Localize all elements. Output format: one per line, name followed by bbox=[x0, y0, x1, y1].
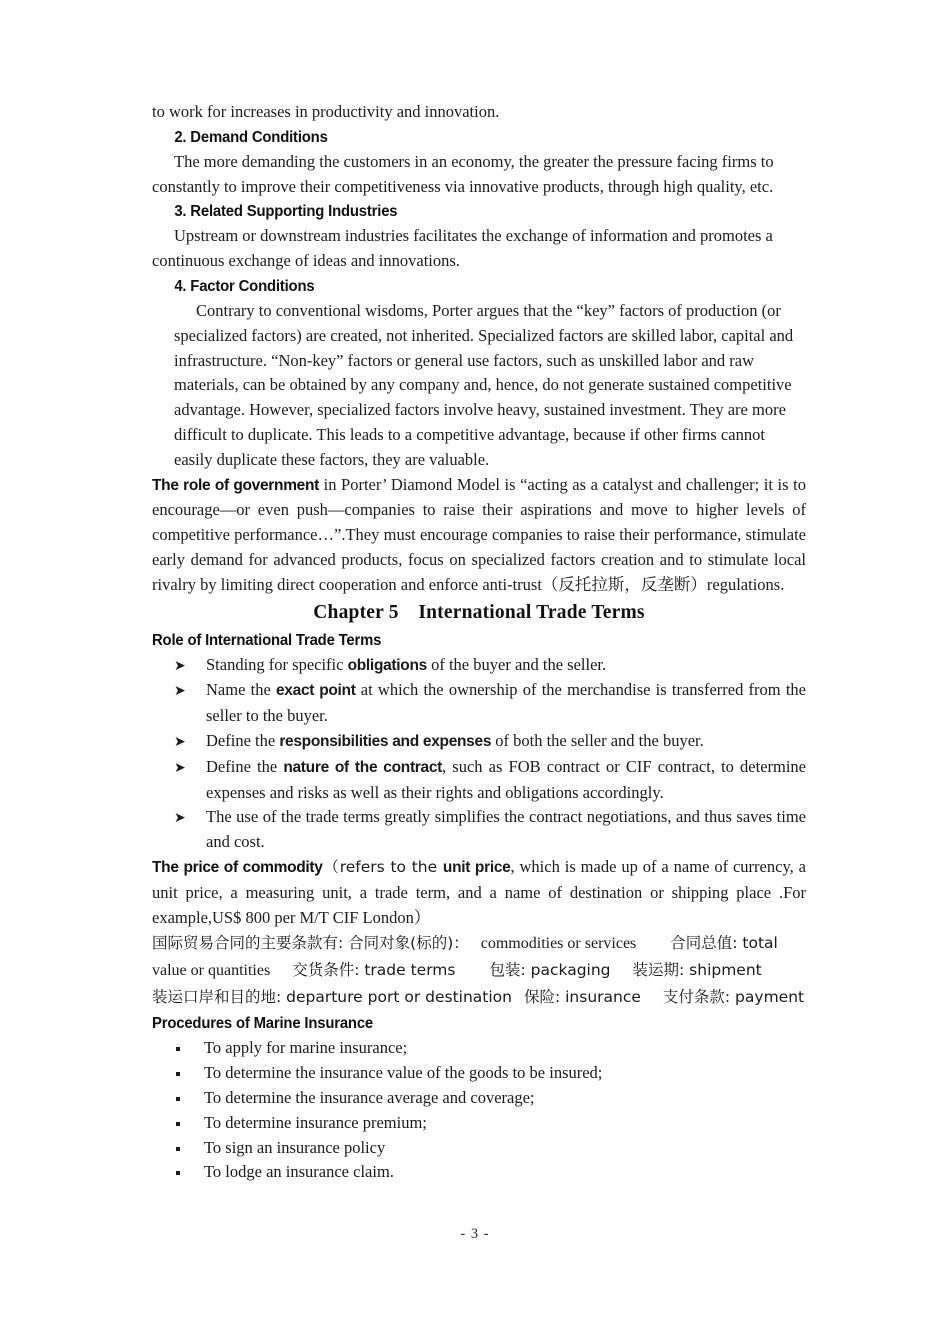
list-item-text-emphasis: responsibilities and expenses bbox=[279, 732, 492, 750]
list-item-text-post: , such as FOB contract or CIF contract, to determine expenses and risks as well as their rights and obligations accordingly. bbox=[206, 756, 806, 802]
list-item bbox=[152, 805, 806, 855]
arrowhead-bullet-icon: ➤ bbox=[174, 683, 186, 700]
chinese-terms-insurance: 保险: insurance bbox=[523, 988, 641, 1007]
list-item-text-emphasis: exact point bbox=[275, 682, 356, 700]
heading-role-of-international-trade-terms: Role of International Trade Terms bbox=[152, 631, 382, 649]
chinese-terms-departure-port: 装运口岸和目的地: departure port or destination bbox=[152, 988, 512, 1007]
page-title-chapter-5: Chapter 5 International Trade Terms bbox=[313, 601, 645, 623]
lead-in-role-of-government: The role of government bbox=[152, 476, 320, 494]
list-item-text-emphasis: nature of the contract bbox=[283, 758, 443, 776]
chinese-terms-line-1 bbox=[152, 930, 806, 957]
page-content bbox=[152, 100, 806, 1185]
chinese-terms-intro: 国际贸易合同的主要条款有: 合同对象(标的)： bbox=[152, 934, 469, 953]
list-item-label: To lodge an insurance claim. bbox=[204, 1162, 394, 1182]
square-bullet-icon bbox=[176, 1171, 180, 1175]
list-item-text-pre: Name the bbox=[206, 680, 276, 700]
list-item-text-post: of the buyer and the seller. bbox=[426, 654, 607, 674]
paragraph-demand-conditions: The more demanding the customers in an economy, the greater the pressure facing firms to constantly to improve their competitiveness via innovative products, through high quality, etc. bbox=[152, 151, 774, 196]
square-bullet-icon bbox=[176, 1122, 180, 1126]
paragraph-factor-conditions: Contrary to conventional wisdoms, Porter argues that the “key” factors of production (or specialized factors) are created, not inherited. Specialized factors are skilled labor, capital and infrastructure. “Non-key” factors or general use factors, such as unskilled labor and raw materials, can be obtained by any company and, hence, do not generate sustained competitive advantage. However, specialized factors involve heavy, sustained investment. They are more difficult to duplicate. This leads to a competitive advantage, because if other firms cannot easily duplicate these factors, they are valuable. bbox=[174, 300, 794, 469]
heading-demand-conditions: 2. Demand Conditions bbox=[174, 128, 328, 146]
list-item-text-pre: The use of the trade terms greatly simplifies the contract negotiations, and thus saves time and cost. bbox=[206, 807, 806, 852]
paragraph-related-supporting-industries: Upstream or downstream industries facilitates the exchange of information and promotes a continuous exchange of ideas and innovations. bbox=[152, 226, 773, 271]
square-bullet-icon bbox=[176, 1147, 180, 1151]
chinese-terms-line-2 bbox=[152, 957, 806, 984]
chinese-terms-packaging: 包装: packaging bbox=[489, 961, 611, 980]
list-item bbox=[152, 1036, 806, 1061]
list-item bbox=[152, 755, 806, 806]
chinese-terms-payment: 支付条款: payment bbox=[662, 988, 805, 1007]
arrowhead-bullet-icon: ➤ bbox=[174, 810, 186, 827]
heading-factor-conditions: 4. Factor Conditions bbox=[174, 277, 315, 295]
list-item-label: To determine insurance premium; bbox=[204, 1112, 427, 1132]
chinese-terms-shipment: 装运期: shipment bbox=[632, 961, 762, 980]
chinese-terms-trade-terms: 交货条件: trade terms bbox=[292, 961, 456, 980]
price-body: , which is made up of a name of currency, a unit price, a measuring unit, a trade term, and a name of destination or shipping place .For example,US$ 800 per M/T CIF London） bbox=[152, 856, 806, 927]
list-item-text-emphasis: obligations bbox=[347, 656, 427, 674]
price-emphasis-unit-price: unit price bbox=[442, 858, 511, 876]
list-item bbox=[152, 1111, 806, 1136]
chinese-terms-total-value: 合同总值: total bbox=[670, 934, 778, 953]
list-item-text-post: at which the ownership of the merchandise is transferred from the seller to the buyer. bbox=[206, 680, 806, 726]
arrowhead-bullet-icon: ➤ bbox=[174, 733, 186, 750]
square-bullet-icon bbox=[176, 1047, 180, 1051]
list-item bbox=[152, 1086, 806, 1111]
page-number-footer: - 3 - bbox=[460, 1226, 490, 1242]
list-item-text-pre: Define the bbox=[206, 756, 284, 776]
square-bullet-icon bbox=[176, 1072, 180, 1076]
list-item-label: To determine the insurance value of the goods to be insured; bbox=[204, 1063, 603, 1083]
paragraph-role-of-government-body: in Porter’ Diamond Model is “acting as a catalyst and challenger; it is to encourage—or even push—companies to raise their aspirations and move to higher levels of competitive performance…”.They must encourage companies to raise their performance, stimulate early demand for advanced products, focus on specialized factors creation and to stimulate local rivalry by limiting direct cooperation and enforce anti-trust（反托拉斯，反垄断）regulations. bbox=[152, 474, 806, 594]
list-item bbox=[152, 653, 806, 679]
list-item bbox=[152, 1160, 806, 1185]
list-item-text-pre: Standing for specific bbox=[206, 654, 348, 674]
paragraph-role-of-government bbox=[152, 473, 806, 598]
lead-in-price-of-commodity: The price of commodity bbox=[152, 858, 323, 876]
list-item-label: To sign an insurance policy bbox=[204, 1137, 386, 1157]
list-item bbox=[152, 678, 806, 729]
list-item-label: To apply for marine insurance; bbox=[204, 1038, 408, 1058]
list-item-label: To determine the insurance average and coverage; bbox=[204, 1087, 535, 1107]
chinese-terms-commodities: commodities or services bbox=[480, 935, 637, 953]
list-item-text-pre: Define the bbox=[206, 730, 280, 750]
list-item bbox=[152, 1061, 806, 1086]
list-item-text-post: of both the seller and the buyer. bbox=[491, 730, 704, 750]
role-of-trade-terms-list bbox=[152, 653, 806, 855]
list-item bbox=[152, 1136, 806, 1161]
paragraph-intro-tail: to work for increases in productivity and innovation. bbox=[152, 102, 500, 121]
price-paren-open: （refers to the bbox=[322, 857, 443, 876]
square-bullet-icon bbox=[176, 1097, 180, 1101]
list-item bbox=[152, 729, 806, 755]
chinese-terms-value-quantities: value or quantities bbox=[152, 962, 271, 980]
paragraph-price-of-commodity bbox=[152, 855, 806, 930]
arrowhead-bullet-icon: ➤ bbox=[174, 759, 186, 776]
chinese-terms-line-3 bbox=[152, 984, 806, 1011]
marine-insurance-procedure-list bbox=[152, 1036, 806, 1185]
heading-procedures-of-marine-insurance: Procedures of Marine Insurance bbox=[152, 1015, 374, 1033]
arrowhead-bullet-icon: ➤ bbox=[174, 657, 186, 674]
heading-related-supporting-industries: 3. Related Supporting Industries bbox=[174, 203, 398, 221]
